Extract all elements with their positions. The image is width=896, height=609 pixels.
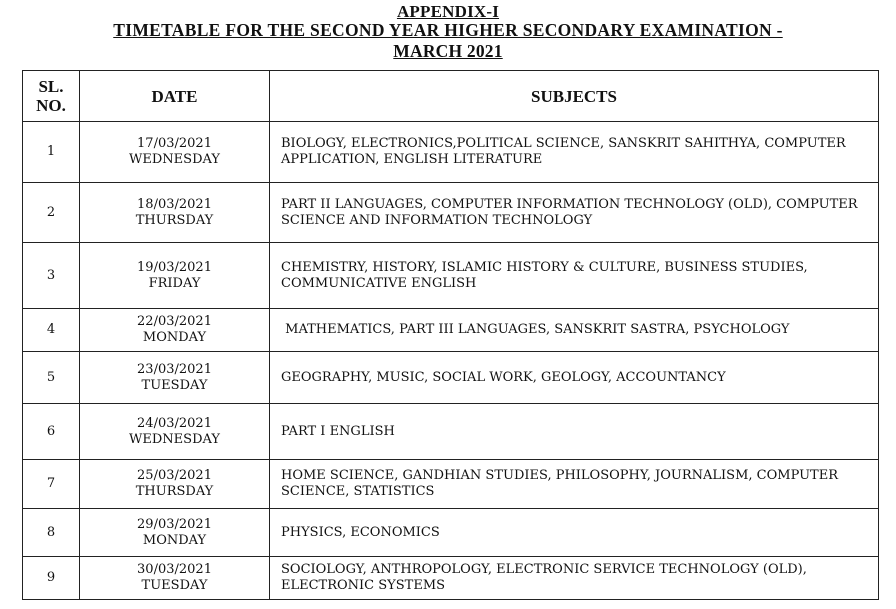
subjects-cell: PART II LANGUAGES, COMPUTER INFORMATION TECHNOLOGY (OLD), COMPUTER SCIENCE AND INFORMATION TECHNOLOGY <box>270 183 879 243</box>
exam-date: 23/03/2021 <box>137 361 212 377</box>
table-row <box>23 122 879 183</box>
appendix-heading: APPENDIX-I <box>396 2 500 21</box>
subjects-cell: GEOGRAPHY, MUSIC, SOCIAL WORK, GEOLOGY, ACCOUNTANCY <box>270 352 879 404</box>
title-line-1: TIMETABLE FOR THE SECOND YEAR HIGHER SECONDARY EXAMINATION - <box>113 20 783 40</box>
exam-day: THURSDAY <box>135 212 214 228</box>
exam-day: TUESDAY <box>141 377 208 393</box>
date-cell <box>80 183 270 243</box>
timetable-body <box>23 122 879 600</box>
table-row <box>23 404 879 460</box>
exam-day: WEDNESDAY <box>129 152 220 167</box>
title-line-2: MARCH 2021 <box>393 41 503 61</box>
exam-date: 18/03/2021 <box>137 196 212 212</box>
table-row <box>23 509 879 557</box>
sl-cell: 3 <box>23 243 80 309</box>
date-cell <box>80 509 270 557</box>
table-row <box>23 352 879 404</box>
exam-day: TUESDAY <box>141 578 208 593</box>
header-date: DATE <box>80 71 270 122</box>
subjects-cell: MATHEMATICS, PART III LANGUAGES, SANSKRIT SASTRA, PSYCHOLOGY <box>270 309 879 352</box>
exam-date: 30/03/2021 <box>137 562 212 577</box>
table-row <box>23 309 879 352</box>
subjects-cell: PHYSICS, ECONOMICS <box>270 509 879 557</box>
exam-date: 17/03/2021 <box>137 136 212 151</box>
table-row <box>23 183 879 243</box>
subjects-cell: PART I ENGLISH <box>270 404 879 460</box>
header-sl-line2: NO. <box>36 96 66 115</box>
sl-cell: 2 <box>23 183 80 243</box>
exam-date: 25/03/2021 <box>137 468 212 483</box>
table-row <box>23 460 879 509</box>
header-sl-no <box>23 71 80 122</box>
sl-cell: 4 <box>23 309 80 352</box>
date-cell <box>80 404 270 460</box>
sl-cell: 8 <box>23 509 80 557</box>
exam-date: 22/03/2021 <box>137 314 212 329</box>
exam-day: WEDNESDAY <box>129 431 220 447</box>
exam-day: FRIDAY <box>148 275 201 291</box>
subjects-cell: SOCIOLOGY, ANTHROPOLOGY, ELECTRONIC SERVICE TECHNOLOGY (OLD), ELECTRONIC SYSTEMS <box>270 557 879 600</box>
table-row <box>23 243 879 309</box>
sl-cell: 9 <box>23 557 80 600</box>
exam-date: 19/03/2021 <box>137 259 212 275</box>
table-row <box>23 557 879 600</box>
sl-cell: 5 <box>23 352 80 404</box>
sl-cell: 7 <box>23 460 80 509</box>
header-row <box>23 71 879 122</box>
exam-day: THURSDAY <box>135 484 214 499</box>
date-cell <box>80 352 270 404</box>
subjects-cell: CHEMISTRY, HISTORY, ISLAMIC HISTORY & CULTURE, BUSINESS STUDIES, COMMUNICATIVE ENGLISH <box>270 243 879 309</box>
subjects-cell: BIOLOGY, ELECTRONICS,POLITICAL SCIENCE, SANSKRIT SAHITHYA, COMPUTER APPLICATION, ENGLISH LITERATURE <box>270 122 879 183</box>
date-cell <box>80 122 270 183</box>
date-cell <box>80 309 270 352</box>
timetable <box>22 70 879 600</box>
subjects-cell: HOME SCIENCE, GANDHIAN STUDIES, PHILOSOPHY, JOURNALISM, COMPUTER SCIENCE, STATISTICS <box>270 460 879 509</box>
header-sl-line1: SL. <box>38 77 64 96</box>
sl-cell: 1 <box>23 122 80 183</box>
exam-date: 29/03/2021 <box>137 516 212 532</box>
sl-cell: 6 <box>23 404 80 460</box>
header-subjects: SUBJECTS <box>270 71 879 122</box>
date-cell <box>80 557 270 600</box>
exam-day: MONDAY <box>142 532 207 548</box>
date-cell <box>80 243 270 309</box>
date-cell <box>80 460 270 509</box>
exam-date: 24/03/2021 <box>137 415 212 431</box>
exam-day: MONDAY <box>142 330 207 345</box>
